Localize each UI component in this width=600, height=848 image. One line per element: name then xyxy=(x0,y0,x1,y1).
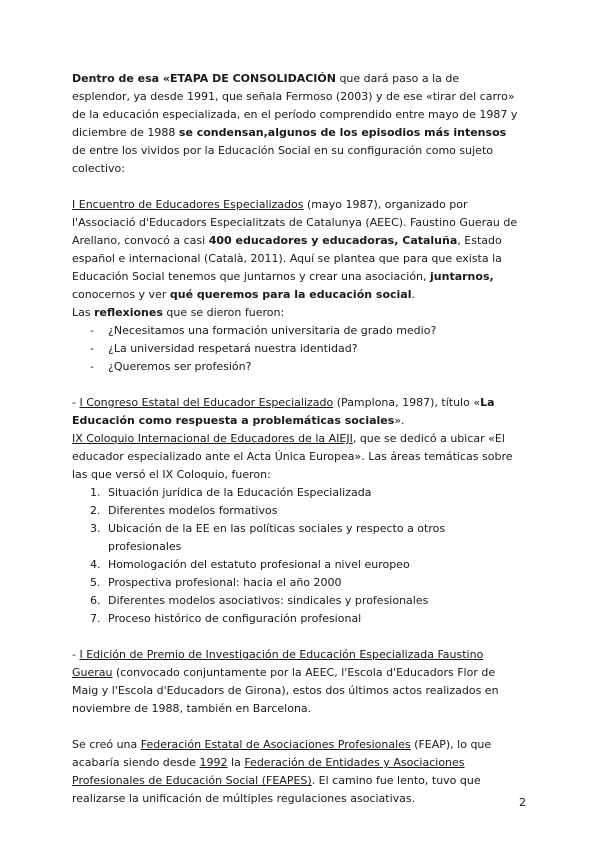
list-item: 7. Proceso histórico de configuración profesional xyxy=(90,612,362,625)
reflexiones-intro: Las reflexiones que se dieron fueron: xyxy=(72,306,285,319)
year-1992: 1992 xyxy=(199,756,228,769)
list-item: - ¿Queremos ser profesión? xyxy=(90,358,518,376)
list-item: 6. Diferentes modelos asociativos: sindicales y profesionales xyxy=(90,594,429,607)
premio-paragraph: - I Edición de Premio de Investigación de Educación Especializada Faustino Guerau (convocado conjuntamente por la AEEC, l'Escola d'Educadors Flor de Maig y l'Escola d'Educadors de Girona), estos dos últimos actos realizados en noviembre de 1988, también en Barcelona. xyxy=(72,648,499,715)
congreso-title: I Congreso Estatal del Educador Especializado xyxy=(79,396,334,409)
coloquio-title: IX Coloquio Internacional de Educadores de la AIEJI xyxy=(72,432,353,445)
list-item: 5. Prospectiva profesional: hacia el año 2000 xyxy=(90,576,342,589)
intro-paragraph: Dentro de esa «ETAPA DE CONSOLIDACIÓN que dará paso a la de esplendor, ya desde 1991, que señala Fermoso (2003) y de ese «tirar del carro» de la educación especializada, en el período comprendido entre mayo de 1987 y diciembre de 1988 se condensan,algunos de los episodios más intensos de entre los vividos por la Educación Social en su configuración como sujeto colectivo: xyxy=(72,72,518,175)
list-item: - ¿La universidad respetará nuestra identidad? xyxy=(90,340,518,358)
encuentro-title: I Encuentro de Educadores Especializados xyxy=(72,198,304,211)
feapes-title: Federación de Entidades y Asociaciones Profesionales de Educación Social (FEAPES) xyxy=(72,756,465,787)
list-item: - ¿Necesitamos una formación universitaria de grado medio? xyxy=(90,322,518,340)
list-item: 2. Diferentes modelos formativos xyxy=(90,504,278,517)
congreso-paragraph: - I Congreso Estatal del Educador Especializado (Pamplona, 1987), título «La Educación como respuesta a problemáticas sociales». xyxy=(72,396,495,427)
document-body xyxy=(72,70,518,808)
list-item: 1. Situación jurídica de la Educación Especializada xyxy=(90,486,372,499)
encuentro-paragraph: I Encuentro de Educadores Especializados (mayo 1987), organizado por l'Associació d'Educadors Especialitzats de Catalunya (AEEC). Faustino Guerau de Arellano, convocó a casi 400 educadores y educadoras, Cataluña, Estado español e internacional (Català, 2011). Aquí se plantea que para que exista la Educación Social tenemos que juntarnos y crear una asociación, juntarnos, conocernos y ver qué queremos para la educación social. xyxy=(72,198,518,301)
areas-list xyxy=(72,484,518,628)
list-item: 4. Homologación del estatuto profesional a nivel europeo xyxy=(90,558,410,571)
page-number: 2 xyxy=(519,796,526,809)
feap-title: Federación Estatal de Asociaciones Profesionales xyxy=(140,738,411,751)
list-item: 3. Ubicación de la EE en las políticas sociales y respecto a otros profesionales xyxy=(90,522,446,553)
reflexiones-list xyxy=(72,322,518,376)
federacion-paragraph: Se creó una Federación Estatal de Asociaciones Profesionales (FEAP), lo que acabaría siendo desde 1992 la Federación de Entidades y Asociaciones Profesionales de Educación Social (FEAPES). El camino fue lento, tuvo que realizarse la unificación de múltiples regulaciones asociativas. xyxy=(72,738,492,805)
premio-title: I Edición de Premio de Investigación de Educación Especializada Faustino Guerau xyxy=(72,648,484,679)
coloquio-paragraph: IX Coloquio Internacional de Educadores de la AIEJI, que se dedicó a ubicar «El educador especializado ante el Acta Única Europea». Las áreas temáticas sobre las que versó el IX Coloquio, fueron: xyxy=(72,432,513,481)
etapa-heading: Dentro de esa «ETAPA DE CONSOLIDACIÓN xyxy=(72,72,336,85)
